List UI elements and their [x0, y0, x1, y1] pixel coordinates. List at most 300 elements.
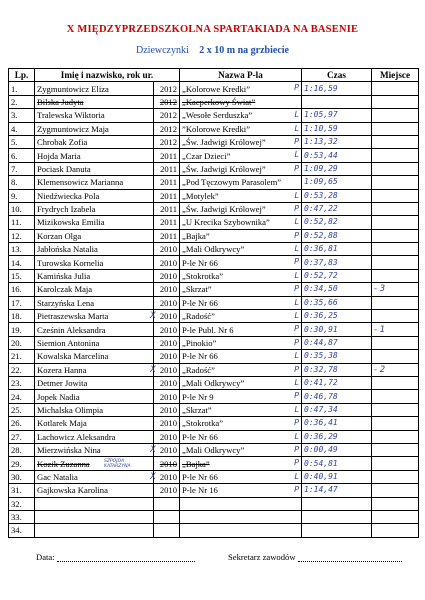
birth-year-text: 2010	[159, 284, 177, 295]
participant-name	[35, 202, 154, 215]
participant-name-text: Kotlarek Maja	[37, 418, 87, 429]
preschool-name-text: „Bajka”	[182, 458, 210, 469]
result-place	[372, 256, 419, 269]
row-number-text: 31.	[11, 485, 22, 496]
preschool-name	[180, 497, 302, 510]
result-time	[302, 135, 372, 148]
result-time-text: 1:09,65	[304, 177, 338, 187]
handwritten-x-mark: X	[150, 445, 156, 456]
lane-mark: L	[294, 471, 299, 481]
table-row	[9, 524, 419, 537]
participant-name	[35, 82, 154, 95]
date-label: Data:	[36, 552, 55, 562]
table-row	[9, 109, 419, 122]
table-row	[9, 202, 419, 215]
preschool-name	[180, 524, 302, 537]
header-name: Imię i nazwisko, rok ur.	[35, 69, 180, 82]
birth-year	[154, 122, 180, 135]
result-time-text: 0:37,83	[304, 257, 338, 267]
row-number-text: 17.	[11, 297, 22, 308]
participant-name-text: Mizikowska Emilia	[37, 217, 105, 228]
table-row	[9, 122, 419, 135]
birth-year-text: 2011	[160, 163, 177, 174]
row-number	[9, 229, 35, 242]
result-time-text: 0:52,88	[304, 230, 338, 240]
table-row	[9, 82, 419, 95]
preschool-name	[180, 269, 302, 282]
table-row	[9, 363, 419, 376]
result-time-text: 0:36,29	[304, 431, 338, 441]
row-number	[9, 243, 35, 256]
birth-year	[154, 336, 180, 349]
row-number-text: 5.	[11, 137, 18, 148]
results-body	[9, 82, 419, 537]
lane-mark: P	[294, 485, 299, 495]
preschool-name-text: „Św. Jadwigi Królowej”	[182, 163, 266, 174]
header-place: Miejsce	[372, 69, 419, 82]
lane-mark: L	[294, 351, 299, 361]
result-place	[372, 310, 419, 323]
preschool-name-text: P-le Nr 66	[182, 351, 218, 362]
participant-name-text: Klemensowicz Marianna	[37, 177, 124, 188]
result-time	[302, 216, 372, 229]
result-time-text: 0:30,91	[304, 324, 338, 334]
preschool-name-text: „Mali Odkrywcy”	[182, 378, 245, 389]
result-time	[302, 363, 372, 376]
participant-name	[35, 296, 154, 309]
participant-name-text: Kamińska Julia	[37, 271, 91, 282]
participant-name	[35, 189, 154, 202]
preschool-name-text: P-le Publ. Nr 6	[182, 324, 234, 335]
preschool-name	[180, 283, 302, 296]
preschool-name-text: „Mali Odkrywcy”	[182, 445, 245, 456]
result-time-text: 0:34,50	[304, 284, 338, 294]
table-row	[9, 135, 419, 148]
row-number	[9, 323, 35, 336]
preschool-name	[180, 162, 302, 175]
row-number-text: 27.	[11, 431, 22, 442]
result-place	[372, 403, 419, 416]
preschool-name-text: „Św. Jadwigi Królowej”	[182, 204, 266, 215]
result-time-text: 0:41,72	[304, 378, 338, 388]
result-place	[372, 390, 419, 403]
row-number	[9, 216, 35, 229]
preschool-name	[180, 336, 302, 349]
row-number	[9, 122, 35, 135]
row-number	[9, 269, 35, 282]
birth-year-text: 2011	[160, 217, 177, 228]
header-row	[9, 69, 419, 82]
category-label: Dziewczynki	[136, 45, 189, 56]
preschool-name-text: P-le Nr 66	[182, 431, 218, 442]
preschool-name-text: „Pinokio”	[182, 338, 217, 348]
table-row	[9, 162, 419, 175]
row-number	[9, 457, 35, 470]
row-number	[9, 149, 35, 162]
result-place	[372, 457, 419, 470]
table-row	[9, 296, 419, 309]
participant-name	[35, 497, 154, 510]
secretary-field	[228, 552, 402, 562]
result-place-text: - 3	[374, 284, 386, 295]
result-time-text: 0:52,72	[304, 271, 338, 281]
lane-mark: P	[294, 444, 299, 454]
participant-name-text: Starzyńska Lena	[37, 297, 95, 308]
birth-year	[154, 162, 180, 175]
row-number	[9, 189, 35, 202]
row-number	[9, 202, 35, 215]
birth-year	[154, 176, 180, 189]
preschool-name	[180, 135, 302, 148]
row-number-text: 14.	[11, 257, 22, 268]
birth-year-text: 2011	[160, 204, 177, 215]
result-place	[372, 229, 419, 242]
birth-year	[154, 149, 180, 162]
row-number	[9, 336, 35, 349]
table-row	[9, 497, 419, 510]
row-number-text: 25.	[11, 404, 22, 415]
result-time	[302, 350, 372, 363]
row-number-text: 11.	[11, 217, 22, 228]
result-place	[372, 135, 419, 148]
header-lp: Lp.	[9, 69, 35, 82]
row-number	[9, 497, 35, 510]
result-place	[372, 216, 419, 229]
result-place-text: - 2	[374, 364, 386, 375]
result-time-text: 0:35,38	[304, 351, 338, 361]
birth-year-text: 2010	[159, 431, 177, 442]
result-time	[302, 510, 372, 523]
table-row	[9, 149, 419, 162]
preschool-name-text: „Motylek”	[182, 190, 219, 201]
result-time-text: 0:53,28	[304, 190, 338, 200]
participant-name	[35, 269, 154, 282]
result-time	[302, 162, 372, 175]
participant-name-text: Chrobak Zofia	[37, 137, 88, 148]
result-place	[372, 443, 419, 456]
birth-year	[150, 470, 180, 483]
lane-mark: L	[294, 110, 299, 120]
row-number-text: 18.	[11, 311, 22, 322]
secretary-label: Sekretarz zawodów	[228, 552, 296, 562]
row-number-text: 30.	[11, 471, 22, 482]
birth-year-text: 2010	[159, 418, 177, 429]
row-number	[9, 363, 35, 376]
preschool-name	[180, 149, 302, 162]
birth-year-text: 2010	[159, 244, 177, 255]
table-row	[9, 443, 419, 456]
row-number-text: 9.	[11, 190, 18, 201]
birth-year-text: 2010	[159, 458, 177, 469]
row-number-text: 12.	[11, 230, 22, 241]
result-time-text: 0:44,87	[304, 338, 338, 347]
table-row	[9, 95, 419, 108]
birth-year	[154, 497, 180, 510]
result-time	[302, 390, 372, 403]
birth-year-text: 2011	[160, 230, 177, 241]
birth-year-text: 2012	[159, 83, 177, 94]
result-time	[302, 470, 372, 483]
participant-name	[35, 484, 154, 497]
result-time-text: 0:36,81	[304, 244, 338, 254]
lane-mark: L	[294, 377, 299, 387]
row-number	[9, 95, 35, 108]
birth-year-text: 2010	[159, 391, 177, 402]
row-number	[9, 484, 35, 497]
preschool-name-text: „Pod Tęczowym Parasolem”	[182, 177, 282, 188]
row-number-text: 8.	[11, 177, 18, 188]
participant-name	[35, 109, 154, 122]
preschool-name	[180, 122, 302, 135]
row-number	[9, 162, 35, 175]
result-place	[372, 484, 419, 497]
participant-name-text: Jopek Nadia	[37, 391, 80, 402]
result-time	[302, 430, 372, 443]
result-time-text: 0:32,78	[304, 364, 338, 374]
row-number	[9, 82, 35, 95]
participant-name	[35, 430, 154, 443]
row-number-text: 4.	[11, 123, 18, 134]
result-time-text: 0:36,25	[304, 311, 338, 321]
preschool-name	[180, 323, 302, 336]
participant-name	[35, 149, 154, 162]
row-number	[9, 310, 35, 323]
preschool-name-text: „Kolorowe Kredki”	[182, 83, 251, 94]
birth-year-text: 2010	[159, 297, 177, 308]
result-time	[302, 524, 372, 537]
table-row	[9, 176, 419, 189]
participant-name-text: Lachowicz Aleksandra	[37, 431, 116, 442]
document-title: X MIĘDZYPRZEDSZKOLNA SPARTAKIADA NA BASENIE	[66, 24, 359, 35]
preschool-name-text: ”Kolorowe Kredki”	[182, 123, 251, 134]
result-place	[372, 376, 419, 389]
result-time	[302, 189, 372, 202]
row-number	[9, 430, 35, 443]
result-time	[302, 497, 372, 510]
preschool-name-text: „U Krecika Szybownika”	[182, 217, 270, 228]
row-number	[9, 376, 35, 389]
preschool-name-text: P-le Nr 66	[182, 471, 218, 482]
result-time-text: 0:46,78	[304, 391, 338, 401]
result-time	[302, 457, 372, 470]
result-time	[302, 376, 372, 389]
table-row	[9, 243, 419, 256]
table-row	[9, 283, 419, 296]
event-label: 2 x 10 m na grzbiecie	[199, 45, 289, 56]
result-time	[302, 176, 372, 189]
birth-year	[154, 524, 180, 537]
participant-name-text: Zygmuntowicz Maja	[37, 123, 109, 134]
birth-year	[154, 283, 180, 296]
participant-name-text: Niedźwiecka Pola	[37, 190, 100, 201]
result-time-text: 0:53,44	[304, 150, 338, 160]
row-number	[9, 470, 35, 483]
result-time-text: 1:05,97	[304, 110, 338, 120]
birth-year	[154, 457, 180, 470]
participant-name	[35, 390, 154, 403]
row-number	[9, 443, 35, 456]
result-place	[372, 497, 419, 510]
preschool-name	[180, 443, 302, 456]
result-place	[372, 350, 419, 363]
birth-year	[154, 323, 180, 336]
preschool-name-text: „Czar Dzieci”	[182, 150, 231, 161]
participant-name	[35, 470, 154, 483]
row-number-text: 24.	[11, 391, 22, 402]
result-time-text: 1:14,47	[304, 485, 338, 495]
row-number-text: 33.	[11, 512, 22, 523]
birth-year	[154, 189, 180, 202]
birth-year-text: 2010	[159, 311, 177, 322]
birth-year	[150, 443, 180, 456]
preschool-name	[180, 484, 302, 497]
result-time	[302, 229, 372, 242]
participant-name	[35, 524, 154, 537]
participant-name	[35, 323, 154, 336]
birth-year-text: 2010	[159, 378, 177, 389]
birth-year-text: 2010	[159, 271, 177, 282]
table-row	[9, 229, 419, 242]
preschool-name-text: „Stokrotka”	[182, 418, 224, 429]
row-number-text: 28.	[11, 445, 22, 456]
table-row	[9, 510, 419, 523]
participant-name-text: Kozik Zuzanna	[37, 458, 90, 469]
lane-mark: L	[294, 431, 299, 441]
handwritten-x-mark: X	[150, 364, 156, 375]
result-time	[302, 256, 372, 269]
preschool-name	[180, 256, 302, 269]
preschool-name-text: „Mali Odkrywcy”	[182, 244, 245, 255]
row-number-text: 2.	[11, 96, 18, 107]
participant-name	[35, 376, 154, 389]
row-number-text: 32.	[11, 498, 22, 509]
result-time	[302, 484, 372, 497]
preschool-name-text: P-le Nr 66	[182, 257, 218, 268]
participant-name-text: Tralewska Wiktoria	[37, 110, 105, 121]
participant-name	[35, 443, 154, 456]
birth-year	[154, 109, 180, 122]
participant-name-text: Cześnin Aleksandra	[37, 324, 106, 335]
preschool-name	[180, 350, 302, 363]
result-time	[302, 296, 372, 309]
row-number-text: 16.	[11, 284, 22, 295]
row-number-text: 10.	[11, 204, 22, 215]
result-time	[302, 82, 372, 95]
result-place	[372, 95, 419, 108]
preschool-name-text: „Radość”	[182, 311, 215, 322]
row-number-text: 23.	[11, 378, 22, 389]
participant-name	[35, 135, 154, 148]
preschool-name	[180, 310, 302, 323]
participant-name	[35, 216, 154, 229]
event-subtitle	[0, 45, 425, 56]
participant-name-text: Kowalska Marcelina	[37, 351, 109, 362]
participant-name	[35, 122, 154, 135]
result-place	[372, 82, 419, 95]
lane-mark: P	[294, 364, 299, 374]
participant-name-text: Turowska Kornelia	[37, 257, 104, 268]
participant-name-text: Siemion Antonina	[37, 338, 100, 348]
participant-name	[35, 336, 154, 349]
row-number	[9, 109, 35, 122]
result-time	[302, 95, 372, 108]
result-time	[302, 149, 372, 162]
preschool-name-text: P-le Nr 66	[182, 297, 218, 308]
preschool-name	[180, 417, 302, 430]
participant-name	[35, 229, 154, 242]
result-place	[372, 269, 419, 282]
result-place	[372, 363, 419, 376]
birth-year	[154, 95, 180, 108]
birth-year-text: 2010	[159, 338, 177, 348]
birth-year	[154, 296, 180, 309]
header-club: Nazwa P-la	[180, 69, 302, 82]
row-number	[9, 524, 35, 537]
row-number-text: 26.	[11, 418, 22, 429]
table-row	[9, 417, 419, 430]
table-row	[9, 269, 419, 282]
result-place	[372, 162, 419, 175]
birth-year-text: 2012	[159, 123, 177, 134]
result-time	[302, 417, 372, 430]
result-time	[302, 310, 372, 323]
lane-mark: L	[294, 270, 299, 280]
lane-mark: P	[294, 284, 299, 294]
result-time-text: 1:13,32	[304, 137, 338, 147]
preschool-name	[180, 296, 302, 309]
table-row	[9, 310, 419, 323]
result-time	[302, 122, 372, 135]
birth-year-text: 2010	[159, 485, 177, 496]
result-place	[372, 470, 419, 483]
participant-name-text: Gac Natalia	[37, 471, 78, 482]
birth-year	[154, 417, 180, 430]
preschool-name	[180, 243, 302, 256]
result-place	[372, 417, 419, 430]
preschool-name	[180, 430, 302, 443]
result-place	[372, 510, 419, 523]
result-place	[372, 323, 419, 336]
result-time-text: 0:36,41	[304, 418, 338, 428]
preschool-name-text: „Skrzat”	[182, 404, 212, 415]
result-time	[302, 323, 372, 336]
participant-name	[35, 176, 154, 189]
result-place	[372, 149, 419, 162]
result-time	[302, 109, 372, 122]
table-row	[9, 390, 419, 403]
handwritten-note: SZPOJDA KATARZYNA	[104, 459, 131, 470]
result-time	[302, 243, 372, 256]
lane-mark: P	[294, 230, 299, 240]
birth-year-text: 2011	[160, 177, 177, 188]
table-row	[9, 484, 419, 497]
preschool-name-text: P-le Nr 16	[182, 485, 218, 496]
participant-name	[35, 243, 154, 256]
birth-year-text: 2012	[159, 137, 177, 148]
lane-mark: P	[294, 136, 299, 146]
participant-name	[35, 162, 154, 175]
table-row	[9, 470, 419, 483]
table-row	[9, 457, 419, 470]
participant-name	[35, 510, 154, 523]
secretary-line	[298, 553, 402, 562]
preschool-name	[180, 216, 302, 229]
participant-name	[35, 310, 154, 323]
birth-year	[154, 510, 180, 523]
row-number-text: 19.	[11, 324, 22, 335]
participant-name-text: Pietraszewska Marta	[37, 311, 109, 322]
participant-name-text: Karolczak Maja	[37, 284, 93, 295]
